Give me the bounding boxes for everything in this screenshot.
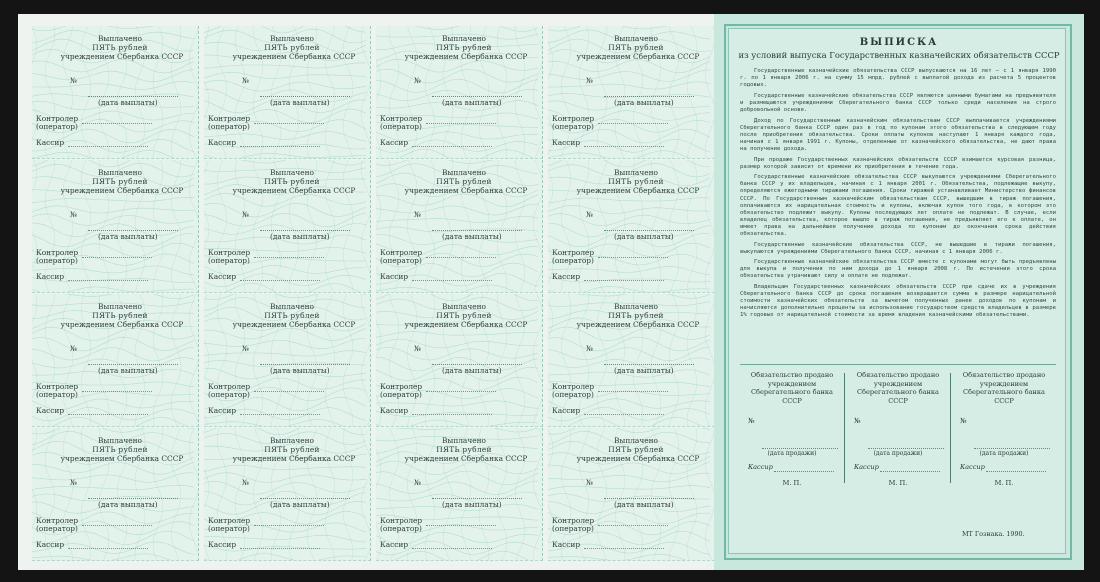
coupon-paid-label: Выплачено	[614, 168, 658, 177]
coupon-paid-label: Выплачено	[98, 34, 142, 43]
bond-sheet	[18, 14, 1082, 570]
printer-mark: МТ Гознака. 1990.	[962, 530, 1025, 538]
coupon-number-label: №	[70, 478, 77, 487]
stamp-date-line	[868, 448, 944, 449]
terms-paragraph: Государственные казначейские обязательства СССР, не вышедшие в тиражи погашения, выкупаются учреждениями Сберегательного банка СССР, начиная с 1 января 2006 г.	[740, 241, 1056, 255]
sale-stamp-box	[952, 365, 1056, 490]
stamp-date-label: (дата продажи)	[767, 450, 817, 457]
coupon-cashier-label: Кассир	[208, 272, 237, 281]
stamp-cashier-line	[986, 471, 1046, 472]
stamp-heading: Обязательство продано учреждением Сберегательного банка СССР	[856, 371, 940, 405]
coupon	[32, 160, 199, 293]
coupon-date-label: (дата выплаты)	[98, 98, 158, 107]
coupon-bank: учреждением Сбербанка СССР	[232, 52, 356, 61]
signature-line	[240, 414, 320, 415]
coupon-date-label: (дата выплаты)	[614, 366, 674, 375]
coupon	[376, 26, 543, 159]
coupon-bank: учреждением Сбербанка СССР	[232, 186, 356, 195]
coupon-number-label: №	[586, 210, 593, 219]
coupon-operator-label: (оператор)	[380, 390, 422, 399]
coupon	[32, 26, 199, 159]
signature-line	[584, 280, 664, 281]
coupon-cashier-label: Кассир	[552, 138, 581, 147]
coupon-amount: ПЯТЬ рублей	[436, 43, 492, 52]
signature-line	[432, 498, 522, 499]
signature-line	[82, 525, 152, 526]
coupon-number-label: №	[586, 478, 593, 487]
signature-line	[82, 391, 152, 392]
signature-line	[260, 230, 350, 231]
coupon-bank: учреждением Сбербанка СССР	[232, 320, 356, 329]
coupon-amount: ПЯТЬ рублей	[436, 177, 492, 186]
terms-text	[740, 68, 1056, 323]
coupon-controller-label: Контролер	[208, 516, 251, 525]
terms-paragraph: Государственные казначейские обязательства СССР вместе с купонами могут быть предъявлены для выкупа и получения по ним дохода до 1 января 2008 г. По истечении этого срока обязательства утрачивают силу и оплате не подлежат.	[740, 259, 1056, 280]
coupon-date-label: (дата выплаты)	[270, 366, 330, 375]
terms-extract-panel	[714, 14, 1084, 570]
signature-line	[412, 414, 492, 415]
coupon	[376, 294, 543, 427]
coupon-controller-label: Контролер	[552, 516, 595, 525]
coupon-controller-label: Контролер	[552, 382, 595, 391]
coupon-number-label: №	[242, 76, 249, 85]
coupon-operator-label: (оператор)	[552, 524, 594, 533]
stamp-cashier-line	[774, 471, 834, 472]
coupon-operator-label: (оператор)	[208, 390, 250, 399]
sale-stamp-box	[846, 365, 950, 490]
signature-line	[82, 123, 152, 124]
coupon-operator-label: (оператор)	[552, 390, 594, 399]
coupon-number-label: №	[586, 344, 593, 353]
signature-line	[604, 498, 694, 499]
sale-stamps	[740, 364, 1056, 490]
terms-paragraph: Государственные казначейские обязательства СССР выкупаются учреждениями Сберегательного банка СССР у их владельцев, начиная с 1 января 2001 г. Обязательства, подлежащие выкупу, определяются ежегодными тиражами погашения. Сроки тиражей устанавливает Министерство финансов СССР. По Государственным казначейским обязательствам СССР, вышедшим в тираж погашения, оплачиваются их нарицательная стоимость и купоны, включая купон того года, в котором это обязательство подлежит выкупу. Купоны последующих лет оплате не подлежат. В случае, если владелец обязательства, которое вышло в тираж погашения, не предъявляет его к оплате, он имеет права на дальнейшее получение дохода по купонам до окончания срока действия обязательства.	[740, 174, 1056, 237]
signature-line	[598, 525, 668, 526]
coupon-bank: учреждением Сбербанка СССР	[576, 454, 700, 463]
stamp-heading: Обязательство продано учреждением Сберегательного банка СССР	[962, 371, 1046, 405]
terms-paragraph: Доход по Государственным казначейским обязательствам СССР выплачивается учреждениями Сберегательного банка СССР один раз в год по купонам этого обязательства в следующем году после приобретения обязательства. Сроки оплаты купонов наступают 1 января каждого года, начиная с 1 января 1991 г. Купоны, отделенные от казначейского обязательства, не дают права на получение дохода.	[740, 117, 1056, 152]
signature-line	[598, 257, 668, 258]
stamp-cashier-label: Кассир	[748, 463, 773, 471]
coupon-number-label: №	[414, 76, 421, 85]
coupon-date-label: (дата выплаты)	[614, 500, 674, 509]
coupon	[548, 26, 715, 159]
extract-title: ВЫПИСКА	[859, 37, 939, 48]
coupon-date-label: (дата выплаты)	[442, 366, 502, 375]
coupon-date-label: (дата выплаты)	[442, 232, 502, 241]
coupon-cashier-label: Кассир	[552, 540, 581, 549]
coupon-amount: ПЯТЬ рублей	[608, 445, 664, 454]
coupon-cashier-label: Кассир	[380, 540, 409, 549]
coupon-paid-label: Выплачено	[98, 168, 142, 177]
coupon-amount: ПЯТЬ рублей	[264, 445, 320, 454]
coupon	[376, 160, 543, 293]
coupon-bank: учреждением Сбербанка СССР	[576, 52, 700, 61]
coupon-paid-label: Выплачено	[442, 436, 486, 445]
coupon-controller-label: Контролер	[36, 248, 79, 257]
coupon-amount: ПЯТЬ рублей	[264, 177, 320, 186]
signature-line	[584, 414, 664, 415]
coupon	[204, 160, 371, 293]
coupon-cashier-label: Кассир	[208, 406, 237, 415]
coupon-date-label: (дата выплаты)	[98, 366, 158, 375]
signature-line	[240, 280, 320, 281]
coupon-bank: учреждением Сбербанка СССР	[404, 52, 528, 61]
coupon-date-label: (дата выплаты)	[442, 98, 502, 107]
coupon-paid-label: Выплачено	[614, 34, 658, 43]
coupon-number-label: №	[414, 478, 421, 487]
coupon-controller-label: Контролер	[208, 248, 251, 257]
coupon-number-label: №	[70, 76, 77, 85]
signature-line	[68, 414, 148, 415]
signature-line	[584, 548, 664, 549]
coupon-controller-label: Контролер	[552, 248, 595, 257]
coupon-number-label: №	[242, 210, 249, 219]
signature-line	[598, 123, 668, 124]
coupon-operator-label: (оператор)	[36, 122, 78, 131]
coupon-controller-label: Контролер	[552, 114, 595, 123]
coupon-operator-label: (оператор)	[552, 256, 594, 265]
coupon-operator-label: (оператор)	[380, 256, 422, 265]
signature-line	[82, 257, 152, 258]
coupon-date-label: (дата выплаты)	[98, 500, 158, 509]
coupon-paid-label: Выплачено	[270, 34, 314, 43]
coupon-bank: учреждением Сбербанка СССР	[576, 186, 700, 195]
coupon-date-label: (дата выплаты)	[614, 232, 674, 241]
terms-paragraph: При продаже Государственных казначейских обязательств СССР взимается курсовая разница, размер которой зависит от времени их приобретения в течение года.	[740, 156, 1056, 170]
signature-line	[412, 280, 492, 281]
coupon	[548, 160, 715, 293]
coupon-date-label: (дата выплаты)	[98, 232, 158, 241]
coupon-controller-label: Контролер	[380, 516, 423, 525]
coupon-cashier-label: Кассир	[36, 540, 65, 549]
coupon-cashier-label: Кассир	[208, 540, 237, 549]
coupon-bank: учреждением Сбербанка СССР	[576, 320, 700, 329]
stamp-cashier-label: Кассир	[960, 463, 985, 471]
coupon-amount: ПЯТЬ рублей	[436, 311, 492, 320]
coupon-controller-label: Контролер	[36, 114, 79, 123]
signature-line	[240, 548, 320, 549]
coupon-cashier-label: Кассир	[552, 272, 581, 281]
coupon-amount: ПЯТЬ рублей	[264, 311, 320, 320]
coupon-amount: ПЯТЬ рублей	[608, 43, 664, 52]
coupon-grid	[32, 26, 728, 562]
coupon-paid-label: Выплачено	[442, 302, 486, 311]
coupon-paid-label: Выплачено	[442, 168, 486, 177]
stamp-separator	[844, 373, 845, 483]
coupon-cashier-label: Кассир	[380, 138, 409, 147]
coupon-cashier-label: Кассир	[36, 138, 65, 147]
signature-line	[432, 364, 522, 365]
signature-line	[254, 391, 324, 392]
signature-line	[254, 525, 324, 526]
coupon-number-label: №	[586, 76, 593, 85]
terms-paragraph: Государственные казначейские обязательства СССР выпускаются на 16 лет — с 1 января 1990 г. по 1 января 2006 г. на сумму 15 млрд. рублей с выплатой дохода из расчета 5 процентов годовых.	[740, 68, 1056, 89]
coupon-controller-label: Контролер	[380, 382, 423, 391]
coupon-cashier-label: Кассир	[380, 406, 409, 415]
signature-line	[68, 280, 148, 281]
coupon-cashier-label: Кассир	[36, 406, 65, 415]
coupon	[204, 294, 371, 427]
signature-line	[68, 548, 148, 549]
coupon-operator-label: (оператор)	[36, 390, 78, 399]
coupon-date-label: (дата выплаты)	[614, 98, 674, 107]
stamp-date-label: (дата продажи)	[979, 450, 1029, 457]
signature-line	[260, 364, 350, 365]
stamp-number-label: №	[748, 417, 755, 425]
coupon-paid-label: Выплачено	[270, 168, 314, 177]
signature-line	[254, 123, 324, 124]
signature-line	[426, 257, 496, 258]
coupon-controller-label: Контролер	[380, 114, 423, 123]
signature-line	[68, 146, 148, 147]
coupon-paid-label: Выплачено	[270, 302, 314, 311]
signature-line	[604, 96, 694, 97]
coupon-operator-label: (оператор)	[552, 122, 594, 131]
coupon-number-label: №	[70, 344, 77, 353]
coupon	[204, 26, 371, 159]
stamp-date-line	[974, 448, 1050, 449]
extract-subtitle: из условий выпуска Государственных казначейских обязательств СССР	[738, 50, 1060, 60]
signature-line	[598, 391, 668, 392]
coupon	[548, 294, 715, 427]
coupon-operator-label: (оператор)	[36, 524, 78, 533]
signature-line	[412, 146, 492, 147]
stamp-number-label: №	[854, 417, 861, 425]
coupon-operator-label: (оператор)	[208, 122, 250, 131]
stamp-date-line	[762, 448, 838, 449]
coupon-date-label: (дата выплаты)	[270, 232, 330, 241]
stamp-seal-label: М. П.	[994, 479, 1014, 487]
sale-stamp-box	[740, 365, 844, 490]
coupon	[548, 428, 715, 561]
signature-line	[88, 498, 178, 499]
coupon-amount: ПЯТЬ рублей	[92, 177, 148, 186]
signature-line	[88, 96, 178, 97]
signature-line	[260, 498, 350, 499]
signature-line	[240, 146, 320, 147]
coupon	[204, 428, 371, 561]
coupon-amount: ПЯТЬ рублей	[608, 311, 664, 320]
coupon-bank: учреждением Сбербанка СССР	[232, 454, 356, 463]
coupon-paid-label: Выплачено	[614, 436, 658, 445]
coupon-amount: ПЯТЬ рублей	[92, 445, 148, 454]
coupon-date-label: (дата выплаты)	[270, 98, 330, 107]
coupon-amount: ПЯТЬ рублей	[436, 445, 492, 454]
coupon-operator-label: (оператор)	[36, 256, 78, 265]
coupon-controller-label: Контролер	[380, 248, 423, 257]
coupon-operator-label: (оператор)	[380, 524, 422, 533]
coupon-operator-label: (оператор)	[208, 524, 250, 533]
signature-line	[88, 364, 178, 365]
coupon	[376, 428, 543, 561]
coupon-bank: учреждением Сбербанка СССР	[60, 186, 184, 195]
coupon-bank: учреждением Сбербанка СССР	[404, 454, 528, 463]
coupon-bank: учреждением Сбербанка СССР	[404, 186, 528, 195]
stamp-heading: Обязательство продано учреждением Сберегательного банка СССР	[750, 371, 834, 405]
coupon-amount: ПЯТЬ рублей	[608, 177, 664, 186]
terms-paragraph: Владельцам Государственных казначейских обязательств СССР при сдаче их в учреждения Сберегательного банка СССР до срока погашения возвращается сумма в размере нарицательной стоимости казначейских обязательств за вычетом полученных ранее доходов по купонам и начисляются дополнительно проценты за использование государством средств владельцев в размере 1% годовых от нарицательной стоимости за время владения казначейскими обязательствами.	[740, 284, 1056, 319]
coupon-number-label: №	[70, 210, 77, 219]
coupon-bank: учреждением Сбербанка СССР	[60, 454, 184, 463]
coupon-number-label: №	[242, 478, 249, 487]
signature-line	[426, 391, 496, 392]
coupon-number-label: №	[414, 210, 421, 219]
stamp-seal-label: М. П.	[782, 479, 802, 487]
signature-line	[432, 230, 522, 231]
coupon-amount: ПЯТЬ рублей	[264, 43, 320, 52]
signature-line	[426, 525, 496, 526]
coupon-paid-label: Выплачено	[270, 436, 314, 445]
coupon-controller-label: Контролер	[208, 382, 251, 391]
coupon-bank: учреждением Сбербанка СССР	[60, 320, 184, 329]
coupon-bank: учреждением Сбербанка СССР	[404, 320, 528, 329]
signature-line	[260, 96, 350, 97]
coupon-paid-label: Выплачено	[98, 302, 142, 311]
coupon-amount: ПЯТЬ рублей	[92, 43, 148, 52]
coupon-paid-label: Выплачено	[98, 436, 142, 445]
stamp-separator	[950, 373, 951, 483]
signature-line	[584, 146, 664, 147]
stamp-cashier-label: Кассир	[854, 463, 879, 471]
stamp-seal-label: М. П.	[888, 479, 908, 487]
terms-paragraph: Государственные казначейские обязательства СССР являются ценными бумагами на предъявителя и размещаются учреждениями Сберегательного банка СССР только среди населения на строго добровольной основе.	[740, 92, 1056, 113]
coupon-cashier-label: Кассир	[36, 272, 65, 281]
coupon-amount: ПЯТЬ рублей	[92, 311, 148, 320]
signature-line	[604, 364, 694, 365]
coupon-controller-label: Контролер	[36, 382, 79, 391]
signature-line	[254, 257, 324, 258]
coupon-operator-label: (оператор)	[380, 122, 422, 131]
coupon-date-label: (дата выплаты)	[270, 500, 330, 509]
coupon-cashier-label: Кассир	[552, 406, 581, 415]
signature-line	[426, 123, 496, 124]
signature-line	[412, 548, 492, 549]
coupon-cashier-label: Кассир	[208, 138, 237, 147]
stamp-cashier-line	[880, 471, 940, 472]
coupon-paid-label: Выплачено	[442, 34, 486, 43]
stamp-number-label: №	[960, 417, 967, 425]
coupon-cashier-label: Кассир	[380, 272, 409, 281]
coupon-number-label: №	[414, 344, 421, 353]
coupon-controller-label: Контролер	[208, 114, 251, 123]
coupon-bank: учреждением Сбербанка СССР	[60, 52, 184, 61]
signature-line	[88, 230, 178, 231]
coupon-operator-label: (оператор)	[208, 256, 250, 265]
coupon	[32, 294, 199, 427]
stamp-date-label: (дата продажи)	[873, 450, 923, 457]
signature-line	[432, 96, 522, 97]
coupon-controller-label: Контролер	[36, 516, 79, 525]
coupon	[32, 428, 199, 561]
coupon-date-label: (дата выплаты)	[442, 500, 502, 509]
coupon-number-label: №	[242, 344, 249, 353]
signature-line	[604, 230, 694, 231]
coupon-paid-label: Выплачено	[614, 302, 658, 311]
